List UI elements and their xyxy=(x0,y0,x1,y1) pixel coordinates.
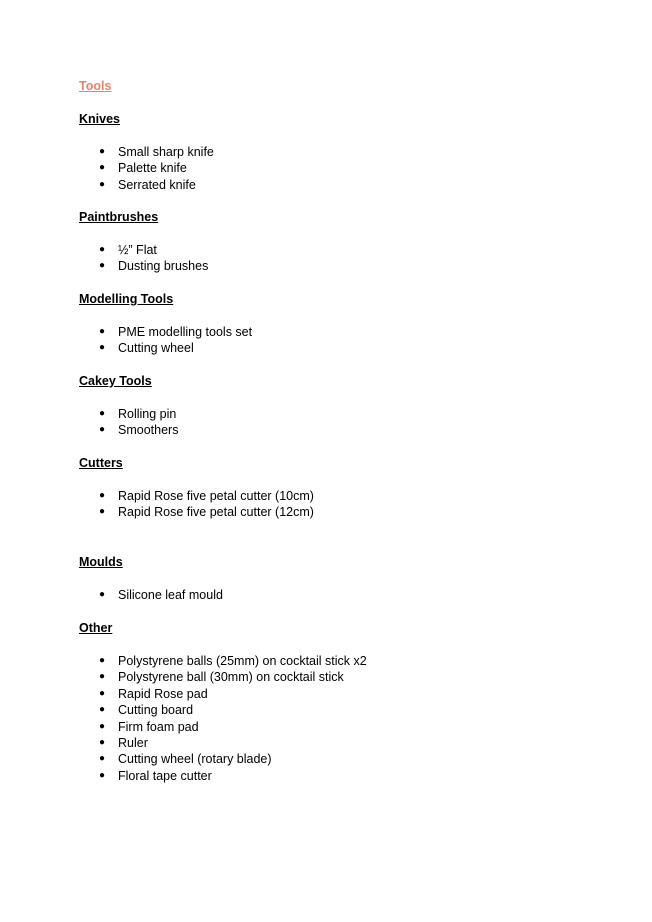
list-item xyxy=(99,177,214,193)
list-item xyxy=(99,702,367,718)
list-item xyxy=(99,258,208,274)
bullet-icon: ● xyxy=(99,326,106,337)
list-item-text: Serrated knife xyxy=(118,177,196,192)
section-moulds xyxy=(79,554,579,602)
section-cakey-tools xyxy=(79,373,579,438)
list-item-text: Firm foam pad xyxy=(118,719,199,734)
section-knives xyxy=(79,111,579,192)
bullet-icon: ● xyxy=(99,408,106,419)
section-heading: Cakey Tools xyxy=(79,374,152,388)
section-other xyxy=(79,620,579,783)
bullet-icon: ● xyxy=(99,736,106,748)
item-list xyxy=(99,242,208,275)
bullet-icon: ● xyxy=(99,671,106,683)
list-item-text: Smoothers xyxy=(118,423,179,438)
list-item-text: Rapid Rose pad xyxy=(118,686,208,701)
section-heading: Moulds xyxy=(79,555,123,569)
list-item xyxy=(99,340,252,356)
list-item xyxy=(99,242,208,258)
list-item-text: Cutting wheel (rotary blade) xyxy=(118,752,272,767)
bullet-icon: ● xyxy=(99,178,106,190)
list-item-text: PME modelling tools set xyxy=(118,325,253,339)
list-item-text: ½” Flat xyxy=(118,243,157,257)
section-heading: Paintbrushes xyxy=(79,210,159,224)
list-item xyxy=(99,587,223,603)
bullet-icon: ● xyxy=(99,720,106,732)
list-item-text: Floral tape cutter xyxy=(118,768,212,783)
section-heading: Other xyxy=(79,621,113,635)
section-heading: Cutters xyxy=(79,456,123,470)
list-item-text: Cutting wheel xyxy=(118,341,194,356)
bullet-icon: ● xyxy=(99,769,106,781)
list-item-text: Polystyrene balls (25mm) on cocktail stick x2 xyxy=(118,654,367,668)
list-item xyxy=(99,653,367,669)
list-item-text: Palette knife xyxy=(118,161,187,176)
bullet-icon: ● xyxy=(99,506,106,518)
bullet-icon: ● xyxy=(99,162,106,174)
bullet-icon: ● xyxy=(99,260,106,272)
list-item xyxy=(99,144,214,160)
list-item xyxy=(99,751,367,767)
document-title: Tools xyxy=(79,79,112,93)
list-item xyxy=(99,488,314,504)
list-item-text: Ruler xyxy=(118,735,148,750)
bullet-icon: ● xyxy=(99,687,106,699)
list-item xyxy=(99,768,367,784)
item-list xyxy=(99,488,314,521)
list-item xyxy=(99,504,314,520)
bullet-icon: ● xyxy=(99,244,106,255)
list-item-text: Rapid Rose five petal cutter (10cm) xyxy=(118,489,314,503)
list-item-text: Silicone leaf mould xyxy=(118,588,223,602)
section-cutters xyxy=(79,455,579,520)
item-list xyxy=(99,406,178,439)
item-list xyxy=(99,587,223,603)
bullet-icon: ● xyxy=(99,704,106,716)
section-modelling-tools xyxy=(79,291,579,356)
list-item xyxy=(99,686,367,702)
list-item xyxy=(99,160,214,176)
list-item-text: Rolling pin xyxy=(118,407,177,421)
item-list xyxy=(99,324,252,357)
bullet-icon: ● xyxy=(99,753,106,765)
bullet-icon: ● xyxy=(99,655,106,666)
list-item-text: Small sharp knife xyxy=(118,145,214,159)
bullet-icon: ● xyxy=(99,424,106,436)
list-item xyxy=(99,324,252,340)
list-item xyxy=(99,422,178,438)
list-item-text: Dusting brushes xyxy=(118,259,209,274)
list-item xyxy=(99,719,367,735)
section-paintbrushes xyxy=(79,209,579,274)
bullet-icon: ● xyxy=(99,490,106,501)
section-heading: Knives xyxy=(79,112,120,126)
list-item-text: Polystyrene ball (30mm) on cocktail stick xyxy=(118,670,344,685)
list-item xyxy=(99,406,178,422)
bullet-icon: ● xyxy=(99,146,106,157)
bullet-icon: ● xyxy=(99,342,106,354)
list-item xyxy=(99,669,367,685)
list-item-text: Rapid Rose five petal cutter (12cm) xyxy=(118,505,314,520)
list-item xyxy=(99,735,367,751)
list-item-text: Cutting board xyxy=(118,703,194,718)
item-list xyxy=(99,144,214,193)
bullet-icon: ● xyxy=(99,589,106,600)
section-heading: Modelling Tools xyxy=(79,292,174,306)
item-list xyxy=(99,653,367,784)
